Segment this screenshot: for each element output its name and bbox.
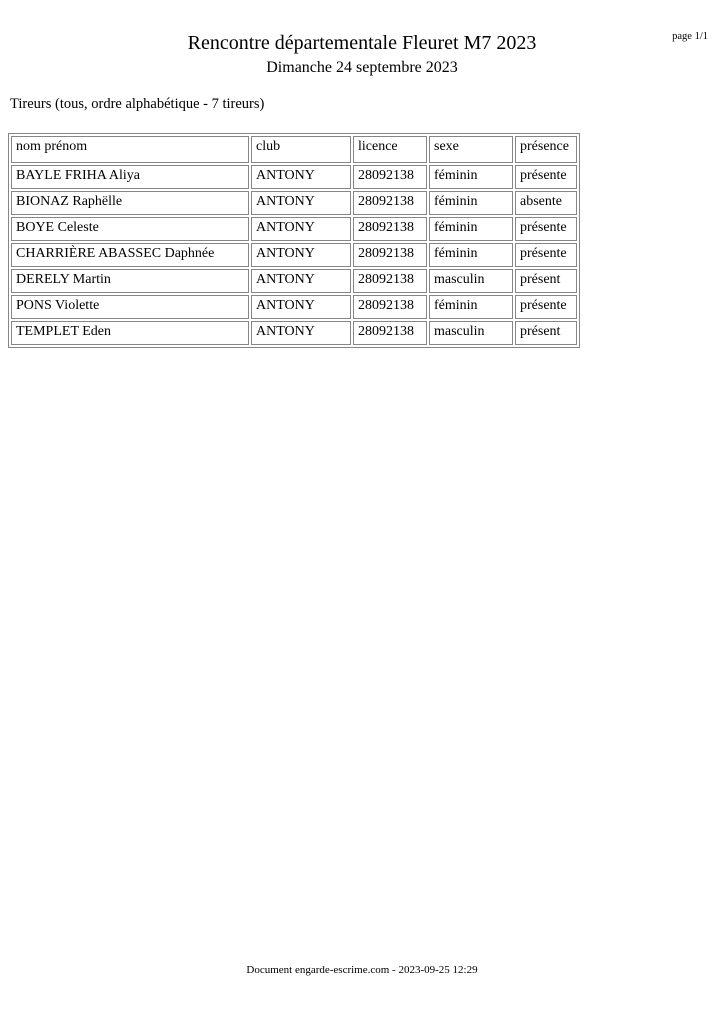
table-cell: ANTONY	[251, 165, 351, 189]
table-cell: 28092138	[353, 321, 427, 345]
column-header-sexe: sexe	[429, 136, 513, 163]
table-cell: ANTONY	[251, 191, 351, 215]
table-row	[11, 295, 577, 319]
table-row	[11, 136, 577, 163]
table-cell: CHARRIÈRE ABASSEC Daphnée	[11, 243, 249, 267]
tireurs-table	[8, 133, 580, 348]
tireurs-table-body	[11, 165, 577, 345]
column-header-licence: licence	[353, 136, 427, 163]
table-cell: 28092138	[353, 269, 427, 293]
table-cell: PONS Violette	[11, 295, 249, 319]
table-cell: féminin	[429, 243, 513, 267]
document-footer: Document engarde-escrime.com - 2023-09-25 12:29	[246, 964, 478, 976]
table-cell: 28092138	[353, 243, 427, 267]
table-cell: ANTONY	[251, 269, 351, 293]
table-cell: absente	[515, 191, 577, 215]
page-number-indicator: page 1/1	[672, 31, 708, 42]
column-header-club: club	[251, 136, 351, 163]
page-title: Rencontre départementale Fleuret M7 2023	[187, 32, 537, 54]
table-cell: ANTONY	[251, 321, 351, 345]
table-cell: féminin	[429, 191, 513, 215]
table-cell: 28092138	[353, 165, 427, 189]
table-cell: TEMPLET Eden	[11, 321, 249, 345]
table-cell: BIONAZ Raphëlle	[11, 191, 249, 215]
table-cell: présent	[515, 269, 577, 293]
table-cell: 28092138	[353, 217, 427, 241]
table-cell: présente	[515, 243, 577, 267]
table-cell: 28092138	[353, 191, 427, 215]
table-row	[11, 243, 577, 267]
document-header	[0, 31, 724, 78]
table-cell: BAYLE FRIHA Aliya	[11, 165, 249, 189]
table-row	[11, 165, 577, 189]
column-header-presence: présence	[515, 136, 577, 163]
table-cell: masculin	[429, 321, 513, 345]
table-header-row	[11, 136, 577, 163]
table-cell: ANTONY	[251, 217, 351, 241]
table-cell: présente	[515, 217, 577, 241]
table-cell: ANTONY	[251, 243, 351, 267]
page-subtitle: Dimanche 24 septembre 2023	[266, 59, 458, 76]
table-row	[11, 269, 577, 293]
table-cell: féminin	[429, 217, 513, 241]
table-cell: DERELY Martin	[11, 269, 249, 293]
table-cell: présente	[515, 165, 577, 189]
table-row	[11, 217, 577, 241]
table-cell: BOYE Celeste	[11, 217, 249, 241]
table-cell: féminin	[429, 295, 513, 319]
column-header-nom-prenom: nom prénom	[11, 136, 249, 163]
table-cell: présente	[515, 295, 577, 319]
table-row	[11, 191, 577, 215]
table-cell: présent	[515, 321, 577, 345]
table-cell: masculin	[429, 269, 513, 293]
table-cell: 28092138	[353, 295, 427, 319]
section-title-tireurs: Tireurs (tous, ordre alphabétique - 7 tireurs)	[10, 96, 265, 112]
table-row	[11, 321, 577, 345]
table-cell: ANTONY	[251, 295, 351, 319]
table-cell: féminin	[429, 165, 513, 189]
